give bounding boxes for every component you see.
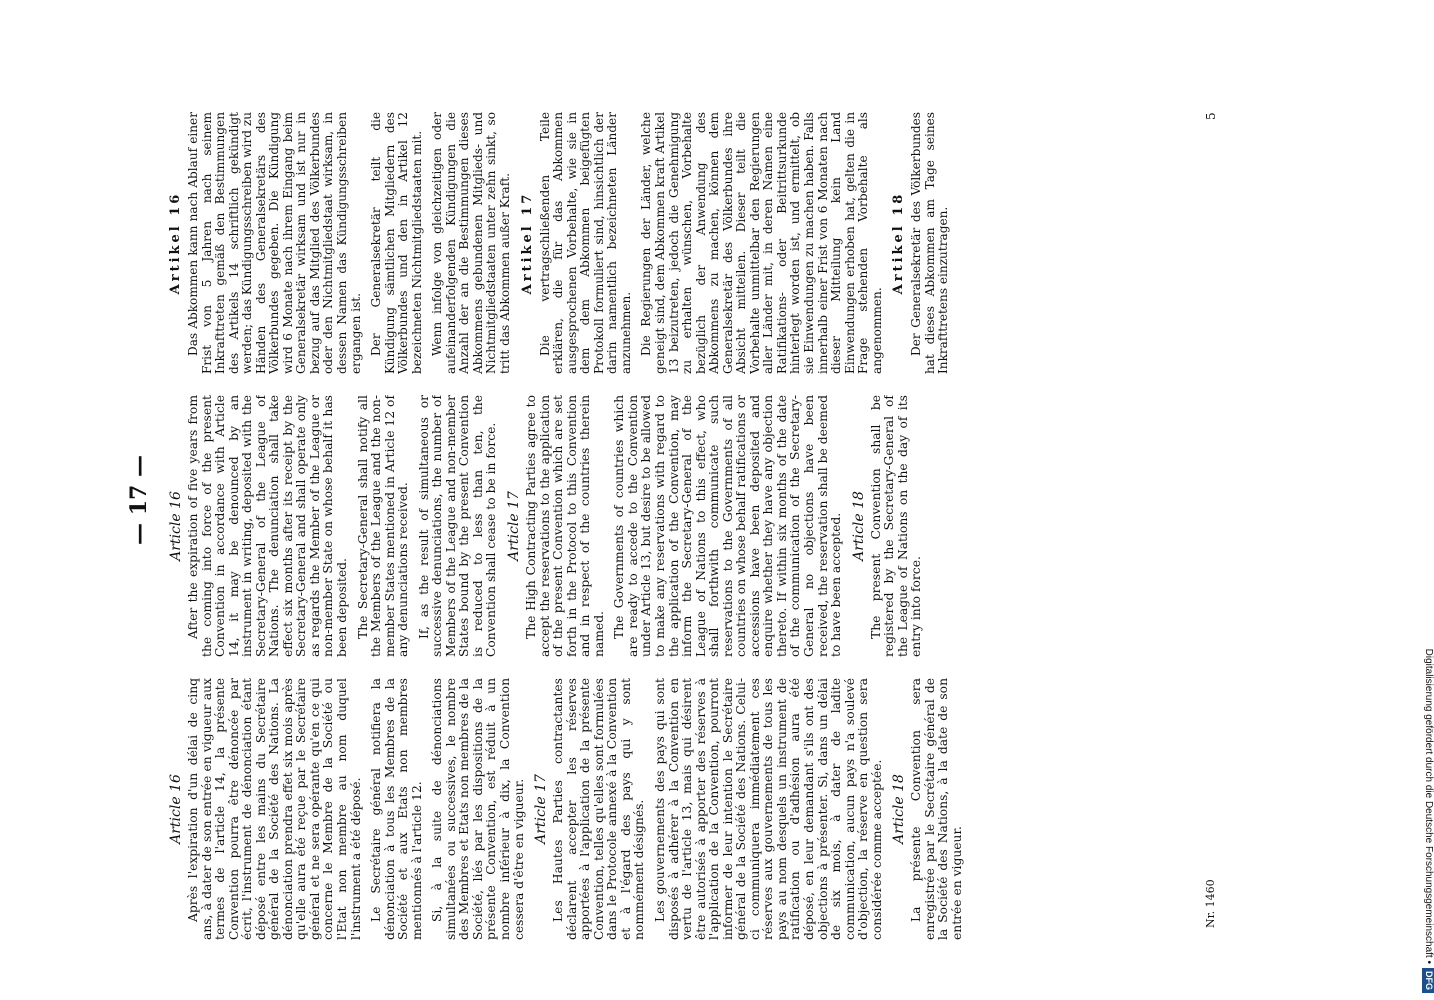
- digitization-credit: [1418, 8, 1434, 993]
- paragraph: Après l'expiration d'un délai de cinq ans, à dater de son entrée en vigueur aux termes de l'article 14, la présente Convention pourra être dénoncée par écrit, l'instrument de dénonciation étant déposé entre les mains du Secrétaire général de la Société des Nations. La dénonciation prendra effet six mois après qu'elle aura été reçue par le Secrétaire général et ne sera opérante qu'en ce qui concerne le Membre de la Société ou l'Etat non membre au nom duquel l'instrument a été déposé.: [186, 678, 363, 940]
- article-16-en: [168, 395, 499, 657]
- paragraph: Les Hautes Parties contractantes déclarent accepter les réserves apportées à l'application de la présente Convention, telles qu'elles sont formulées dans le Protocole annexé à la Convention et à l'égard des pays qui y sont nommément désignés.: [551, 678, 647, 940]
- paragraph: The Governments of countries which are ready to accede to the Convention under Article 13, but desire to be allowed to make any reservations with regard to the application of the Convention, may inform the Secretary-General of the League of Nations to this effect, who shall forthwith communicate such reservations to the Governments of all countries on whose behalf ratifications or accessions have been deposited and enquire whether they have any objection thereto. If within six months of the date of the communication of the Secretary-General no objections have been received, the reservation shall be deemed to have been accepted.: [612, 395, 844, 657]
- article-16-fr: [168, 678, 526, 940]
- page-number: 5: [1204, 112, 1218, 120]
- article-18-en: [851, 395, 924, 657]
- paragraph: The Secretary-General shall notify all the Members of the League and the non-member States mentioned in Article 12 of any denunciations received.: [355, 395, 411, 657]
- german-column: [166, 112, 1256, 374]
- paragraph: Les gouvernements des pays qui sont disposés à adhérer à la Convention en vertu de l'article 13, mais qui désirent être autorisés à apporter des réserves à l'application de la Convention, pourront informer de leur intention le Secrétaire général de la Société des Nations. Celui-ci communiquera immédiatement ces réserves aux gouvernements de tous les pays au nom desquels un instrument de ratification ou d'adhésion aura été déposé, en leur demandant s'ils ont des objections à présenter. Si, dans un délai de six mois, à dater de ladite communication, aucun pays n'a soulevé d'objection, la réserve en question sera considérée comme acceptée.: [652, 678, 884, 940]
- article-17-en: [506, 395, 844, 657]
- article-16-de: [168, 112, 513, 374]
- paragraph: Si, à la suite de dénonciations simultanées ou successives, le nombre des Membres et Etats non membres de la Société, liés par les dispositions de la présente Convention, est réduit à un nombre inférieur à dix, la Convention cessera d'être en vigueur.: [430, 678, 526, 940]
- article-heading: Article 17: [506, 491, 523, 561]
- dfg-logo: DFG: [1422, 968, 1434, 993]
- paragraph: Le Secrétaire général notifiera la dénonciation à tous les Membres de la Société et aux Etats non membres mentionnés à l'article 12.: [369, 678, 424, 940]
- article-18-de: [891, 112, 951, 374]
- page-header: — 17 —: [126, 455, 152, 545]
- document-page: [124, 60, 1264, 940]
- paragraph: After the expiration of five years from the coming into force of the present Convention in accordance with Article 14, it may be denounced by an instrument in writing, deposited with the Secretary-General of the League of Nations. The denunciation shall take effect six months after its receipt by the Secretary-General and shall operate only as regards the Member of the League or non-member State on whose behalf it has been deposited.: [186, 395, 350, 657]
- paragraph: Der Generalsekretär teilt die Kündigung sämtlichen Mitgliedern des Völkerbundes und den in Artikel 12 bezeichneten Nichtmitgliedstaaten mit.: [369, 112, 424, 374]
- paragraph: If, as the result of simultaneous or successive denunciations, the number of Members of the League and non-member States bound by the present Convention is reduced to less than ten, the Convention shall cease to be in force.: [416, 395, 499, 657]
- paragraph: The High Contracting Parties agree to accept the reservations to the application of the present Convention which are set forth in the Protocol to this Convention and in respect of the countries therein named.: [524, 395, 606, 657]
- article-heading: Article 18: [891, 774, 908, 844]
- article-heading: Article 18: [850, 491, 867, 561]
- article-heading: Artikel 16: [168, 191, 183, 295]
- article-heading: Artikel 17: [519, 191, 535, 295]
- french-column: [166, 678, 1256, 940]
- article-heading: Article 16: [168, 491, 184, 561]
- english-column: [166, 395, 1256, 657]
- article-18-fr: [891, 678, 964, 940]
- paragraph: Das Abkommen kann nach Ablauf einer Frist von 5 Jahren nach seinem Inkrafttreten gemäß den Bestimmungen des Artikels 14 schriftlich gekündigt werden; das Kündigungsschreiben wird zu Händen des Generalsekretärs des Völkerbundes gegeben. Die Kündigung wird 6 Monate nach ihrem Eingang beim Generalsekretär wirksam und ist nur in bezug auf das Mitglied des Völkerbundes oder den Nichtmitgliedstaat wirksam, in dessen Namen das Kündigungsschreiben ergangen ist.: [186, 112, 363, 374]
- credit-text: Digitalisierung gefördert durch die Deutsche Forschungsgemeinschaft •: [1423, 648, 1434, 964]
- paragraph: The present Convention shall be registered by the Secretary-General of the League of Nations on the day of its entry into force.: [868, 395, 924, 657]
- article-17-fr: [533, 678, 884, 940]
- article-heading: Artikel 18: [891, 191, 907, 295]
- document-number: Nr. 1460: [1204, 879, 1217, 928]
- paragraph: Die vertragschließenden Teile erklären, die für das Abkommen ausgesprochenen Vorbehalte, wie sie in dem dem Abkommen beigefügten Protokoll formuliert sind, hinsichtlich der darin namentlich bezeichneten Länder anzunehmen.: [537, 112, 633, 374]
- credit-line: [1418, 8, 1434, 993]
- article-17-de: [520, 112, 885, 374]
- paragraph: Der Generalsekretär des Völkerbundes hat dieses Abkommen am Tage seines Inkrafttretens einzutragen.: [909, 112, 951, 374]
- paragraph: La présente Convention sera enregistrée par le Secrétaire général de la Société des Nations, à la date de son entrée en vigueur.: [909, 678, 964, 940]
- article-heading: Article 16: [168, 774, 184, 844]
- paragraph: Die Regierungen der Länder, welche geneigt sind, dem Abkommen kraft Artikel 13 beizutreten, jedoch die Genehmigung zu erhalten wünschen, Vorbehalte bezüglich der Anwendung des Abkommens zu machen, können dem Generalsekretär des Völkerbundes ihre Absicht mitteilen. Dieser teilt die Vorbehalte unmittelbar den Regierungen aller Länder mit, in deren Namen eine Ratifikations- oder Beitrittsurkunde hinterlegt worden ist, und ermittelt, ob sie Einwendungen zu machen haben. Falls innerhalb einer Frist von 6 Monaten nach dieser Mitteilung kein Land Einwendungen erhoben hat, gelten die in Frage stehenden Vorbehalte als angenommen.: [639, 112, 884, 374]
- article-heading: Article 17: [533, 774, 550, 844]
- paragraph: Wenn infolge von gleichzeitigen oder aufeinanderfolgenden Kündigungen die Anzahl der an die Bestimmungen dieses Abkommens gebundenen Mitglieds- und Nichtmitgliedstaaten unter zehn sinkt, so tritt das Abkommen außer Kraft.: [430, 112, 513, 374]
